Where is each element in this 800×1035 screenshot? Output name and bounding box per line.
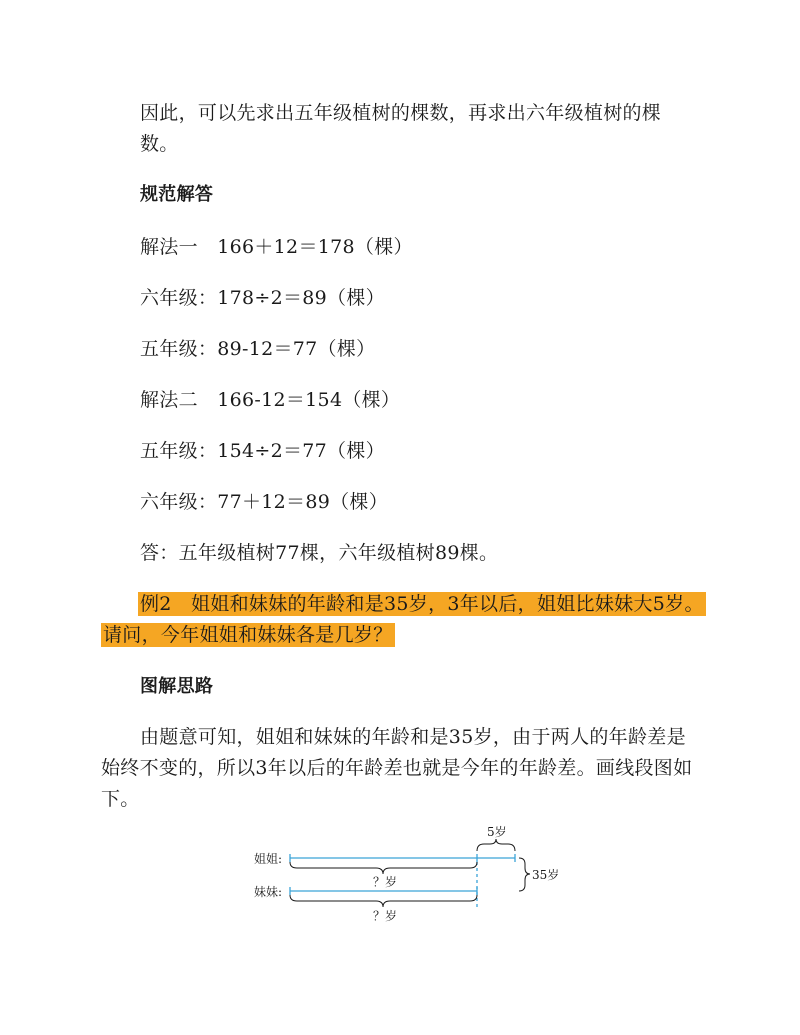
section-heading-thinking: 图解思路 (140, 676, 214, 697)
total-brace (519, 858, 530, 891)
section-heading-solution: 规范解答 (140, 184, 214, 205)
younger-unknown-label: ？岁 (373, 909, 398, 923)
example-two-line: 请问，今年姐姐和妹妹各是几岁？ (103, 624, 393, 646)
paragraph-line: 下。 (101, 788, 140, 810)
solution-method-one: 解法一 166＋12＝178（棵） (140, 236, 413, 258)
younger-sister-label: 妹妹: (254, 885, 283, 899)
total-label: 35岁 (532, 868, 560, 882)
solution-step: 六年级：77＋12＝89（棵） (140, 491, 389, 513)
paragraph-line: 因此，可以先求出五年级植树的棵数，再求出六年级植树的棵 (140, 102, 662, 124)
line-segment-diagram (240, 820, 570, 930)
difference-brace (477, 839, 515, 851)
paragraph-line: 始终不变的，所以3年以后的年龄差也就是今年的年龄差。画线段图如 (101, 757, 693, 779)
solution-step: 五年级：154÷2＝77（棵） (140, 440, 385, 462)
paragraph-line: 由题意可知，姐姐和妹妹的年龄和是35岁，由于两人的年龄差是 (140, 726, 686, 748)
difference-label: 5岁 (487, 825, 507, 839)
older-unknown-label: ？岁 (373, 875, 398, 889)
solution-step: 五年级：89-12＝77（棵） (140, 338, 376, 360)
solution-step: 六年级：178÷2＝89（棵） (140, 287, 385, 309)
example-two-line: 例2 姐姐和妹妹的年龄和是35岁，3年以后，姐姐比妹妹大5岁。 (140, 593, 704, 615)
paragraph-line: 数。 (140, 133, 179, 155)
solution-answer: 答：五年级植树77棵，六年级植树89棵。 (140, 542, 499, 564)
older-brace (290, 862, 477, 874)
solution-method-two: 解法二 166-12＝154（棵） (140, 389, 401, 411)
older-sister-label: 姐姐: (254, 852, 283, 866)
younger-brace (290, 895, 477, 907)
